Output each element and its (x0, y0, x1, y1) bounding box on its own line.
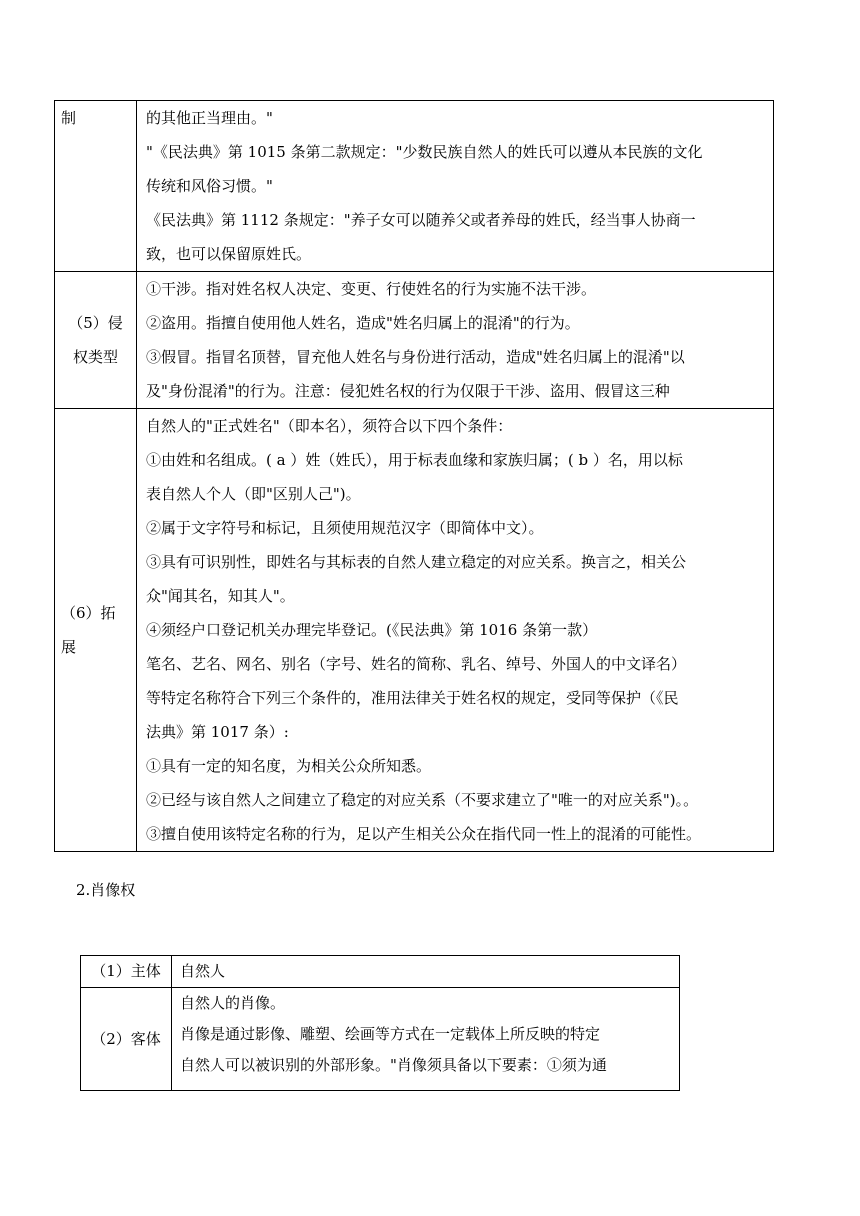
row-content-cell (172, 956, 680, 988)
content-line: ②属于文字符号和标记，且须使用规范汉字（即简体中文）。 (146, 519, 544, 537)
content-line: ①干涉。指对姓名权人决定、变更、行使姓名的行为实施不法干涉。 (146, 280, 597, 298)
content-line: 法典》第 1017 条）: (146, 723, 289, 741)
row-content-cell (172, 988, 680, 1091)
row-label: （1）主体 (91, 962, 161, 980)
row-label-cell (55, 101, 137, 272)
content-line: ①由姓和名组成。( a ）姓（姓氏），用于标表血缘和家族归属；( b ）名，用以标 (146, 451, 683, 469)
content-line: 众"闻其名，知其人"。 (146, 587, 295, 605)
content-line: 致，也可以保留原姓氏。 (146, 245, 312, 263)
row-label-cell (81, 956, 172, 988)
row-label-cell (81, 988, 172, 1091)
content-line: "《民法典》第 1015 条第二款规定："少数民族自然人的姓氏可以遵从本民族的文化 (146, 143, 703, 161)
content-line: ②盗用。指擅自使用他人姓名，造成"姓名归属上的混淆"的行为。 (146, 314, 580, 332)
section-heading: 2.肖像权 (76, 881, 136, 899)
content-line: ①具有一定的知名度，为相关公众所知悉。 (146, 757, 432, 775)
row-label: 权类型 (72, 348, 118, 366)
row-label: 展 (61, 638, 77, 656)
row-label: （5）侵 (68, 314, 123, 332)
table-row (55, 409, 774, 852)
content-line: ②已经与该自然人之间建立了稳定的对应关系（不要求建立了"唯一的对应关系")。。 (146, 791, 699, 809)
content-line: ③具有可识别性，即姓名与其标表的自然人建立稳定的对应关系。换言之，相关公 (146, 553, 687, 571)
content-line: 自然人可以被识别的外部形象。"肖像须具备以下要素：①须为通 (180, 1056, 607, 1074)
name-right-table (54, 100, 774, 852)
table-row (81, 988, 680, 1091)
content-line: 表自然人个人（即"区别人己")。 (146, 485, 361, 503)
table-row (55, 272, 774, 409)
content-line: ③擅自使用该特定名称的行为，足以产生相关公众在指代同一性上的混淆的可能性。 (146, 825, 702, 843)
content-line: 传统和风俗习惯。" (146, 177, 273, 195)
table-row (81, 956, 680, 988)
content-line: 《民法典》第 1112 条规定："养子女可以随养父或者养母的姓氏，经当事人协商一 (146, 211, 696, 229)
content-line: ④须经户口登记机关办理完毕登记。(《民法典》第 1016 条第一款） (146, 621, 598, 639)
row-label: 制 (61, 109, 77, 127)
row-content-cell (137, 409, 774, 852)
row-label-cell (55, 409, 137, 852)
content-line: 自然人的"正式姓名"（即本名），须符合以下四个条件： (146, 417, 513, 435)
table-row (55, 101, 774, 272)
row-label-cell (55, 272, 137, 409)
row-label: （6）拓 (61, 604, 116, 622)
content-line: 等特定名称符合下列三个条件的，准用法律关于姓名权的规定，受同等保护（《民 (146, 689, 679, 707)
content-line: 的其他正当理由。" (146, 109, 273, 127)
content-line: 自然人的肖像。 (180, 994, 286, 1012)
row-content-cell (137, 101, 774, 272)
content-line: 自然人 (180, 962, 226, 980)
content-line: 肖像是通过影像、雕塑、绘画等方式在一定载体上所反映的特定 (180, 1025, 601, 1043)
row-content-cell (137, 272, 774, 409)
row-label: （2）客体 (91, 1029, 161, 1048)
content-line: ③假冒。指冒名顶替，冒充他人姓名与身份进行活动，造成"姓名归属上的混淆"以 (146, 348, 685, 366)
portrait-right-table (80, 955, 680, 1091)
content-line: 及"身份混淆"的行为。注意：侵犯姓名权的行为仅限于干涉、盗用、假冒这三种 (146, 382, 670, 400)
content-line: 笔名、艺名、网名、别名（字号、姓名的简称、乳名、绰号、外国人的中文译名） (146, 655, 687, 673)
